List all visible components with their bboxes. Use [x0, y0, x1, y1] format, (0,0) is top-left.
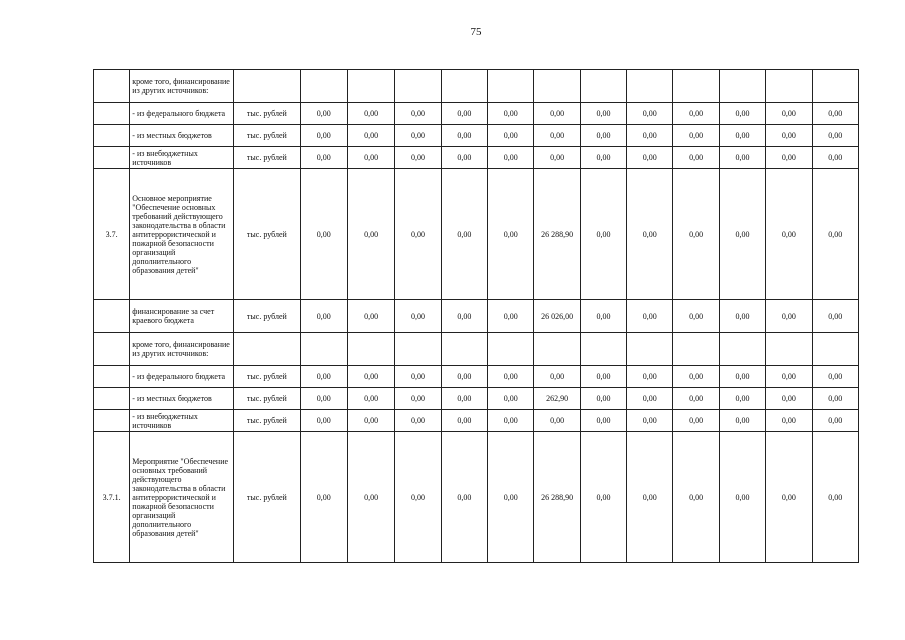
value-cell	[719, 70, 765, 103]
row-code	[94, 70, 130, 103]
value-cell: 0,00	[719, 366, 765, 388]
value-cell: 0,00	[395, 388, 441, 410]
value-cell: 0,00	[627, 410, 673, 432]
table-row	[94, 103, 859, 125]
value-cell	[719, 333, 765, 366]
value-cell: 0,00	[347, 103, 394, 125]
value-cell: 0,00	[580, 300, 626, 333]
value-cell	[300, 333, 347, 366]
value-cell: 0,00	[395, 366, 441, 388]
row-code	[94, 125, 130, 147]
value-cell	[580, 70, 626, 103]
row-code	[94, 366, 130, 388]
value-cell: 0,00	[719, 103, 765, 125]
value-cell	[441, 70, 487, 103]
value-cell: 0,00	[395, 125, 441, 147]
value-cell: 0,00	[673, 125, 719, 147]
value-cell: 0,00	[534, 147, 580, 169]
value-cell: 0,00	[719, 147, 765, 169]
table-row	[94, 388, 859, 410]
value-cell: 0,00	[812, 410, 858, 432]
row-unit: тыс. рублей	[234, 366, 301, 388]
value-cell: 0,00	[812, 147, 858, 169]
row-unit	[234, 70, 301, 103]
row-description: кроме того, финансирование из других источников:	[130, 70, 234, 103]
row-code	[94, 300, 130, 333]
row-code	[94, 410, 130, 432]
value-cell: 0,00	[580, 432, 626, 563]
value-cell: 0,00	[488, 410, 534, 432]
value-cell: 0,00	[488, 169, 534, 300]
row-unit	[234, 333, 301, 366]
value-cell	[766, 70, 812, 103]
value-cell: 0,00	[627, 388, 673, 410]
value-cell: 0,00	[300, 432, 347, 563]
value-cell: 0,00	[812, 103, 858, 125]
value-cell: 0,00	[488, 388, 534, 410]
row-unit: тыс. рублей	[234, 125, 301, 147]
value-cell	[534, 70, 580, 103]
value-cell: 0,00	[812, 169, 858, 300]
value-cell	[347, 333, 394, 366]
value-cell: 0,00	[347, 388, 394, 410]
table-row	[94, 300, 859, 333]
row-description: Мероприятие "Обеспечение основных требований действующего законодательства в области антитеррористической и пожарной безопасности организаций дополнительного образования детей"	[130, 432, 234, 563]
value-cell: 0,00	[300, 366, 347, 388]
value-cell: 0,00	[719, 432, 765, 563]
value-cell: 26 026,00	[534, 300, 580, 333]
value-cell: 0,00	[300, 147, 347, 169]
value-cell: 0,00	[766, 432, 812, 563]
value-cell: 26 288,90	[534, 169, 580, 300]
value-cell	[488, 333, 534, 366]
value-cell: 0,00	[488, 300, 534, 333]
row-unit: тыс. рублей	[234, 410, 301, 432]
value-cell: 0,00	[580, 366, 626, 388]
value-cell: 0,00	[534, 410, 580, 432]
table-row	[94, 333, 859, 366]
value-cell: 0,00	[812, 366, 858, 388]
value-cell: 0,00	[766, 103, 812, 125]
value-cell: 0,00	[395, 103, 441, 125]
value-cell	[766, 333, 812, 366]
value-cell: 0,00	[488, 432, 534, 563]
row-description: - из федерального бюджета	[130, 366, 234, 388]
value-cell: 0,00	[441, 300, 487, 333]
value-cell: 0,00	[347, 169, 394, 300]
value-cell	[488, 70, 534, 103]
value-cell: 0,00	[627, 125, 673, 147]
value-cell: 0,00	[441, 366, 487, 388]
table-row	[94, 432, 859, 563]
value-cell: 0,00	[627, 300, 673, 333]
row-code	[94, 103, 130, 125]
value-cell: 0,00	[627, 432, 673, 563]
value-cell: 0,00	[441, 169, 487, 300]
value-cell: 0,00	[580, 410, 626, 432]
value-cell: 0,00	[627, 366, 673, 388]
value-cell: 0,00	[627, 169, 673, 300]
row-description: кроме того, финансирование из других источников:	[130, 333, 234, 366]
row-code	[94, 147, 130, 169]
row-unit: тыс. рублей	[234, 388, 301, 410]
value-cell: 0,00	[719, 388, 765, 410]
value-cell: 0,00	[395, 169, 441, 300]
value-cell	[627, 333, 673, 366]
page-number: 75	[470, 26, 482, 38]
value-cell: 0,00	[766, 388, 812, 410]
value-cell: 0,00	[534, 103, 580, 125]
value-cell: 0,00	[766, 366, 812, 388]
value-cell: 0,00	[300, 125, 347, 147]
value-cell: 0,00	[300, 388, 347, 410]
row-description: - из местных бюджетов	[130, 125, 234, 147]
value-cell: 0,00	[673, 103, 719, 125]
value-cell: 0,00	[395, 432, 441, 563]
value-cell: 0,00	[395, 147, 441, 169]
value-cell: 0,00	[719, 410, 765, 432]
value-cell: 0,00	[812, 125, 858, 147]
value-cell: 0,00	[441, 410, 487, 432]
value-cell: 0,00	[347, 147, 394, 169]
value-cell: 0,00	[580, 103, 626, 125]
table-row	[94, 410, 859, 432]
value-cell	[534, 333, 580, 366]
table-row	[94, 70, 859, 103]
row-description: - из внебюджетных источников	[130, 410, 234, 432]
table-row	[94, 366, 859, 388]
row-unit: тыс. рублей	[234, 432, 301, 563]
value-cell: 0,00	[812, 432, 858, 563]
value-cell: 0,00	[673, 169, 719, 300]
table-row	[94, 125, 859, 147]
table-row	[94, 147, 859, 169]
value-cell: 0,00	[580, 388, 626, 410]
row-code	[94, 333, 130, 366]
value-cell	[395, 333, 441, 366]
value-cell: 0,00	[488, 147, 534, 169]
value-cell: 0,00	[812, 388, 858, 410]
value-cell	[673, 70, 719, 103]
value-cell	[673, 333, 719, 366]
value-cell: 0,00	[488, 366, 534, 388]
value-cell	[300, 70, 347, 103]
value-cell	[812, 70, 858, 103]
value-cell: 0,00	[347, 125, 394, 147]
value-cell: 0,00	[395, 410, 441, 432]
value-cell: 0,00	[488, 125, 534, 147]
value-cell: 0,00	[300, 169, 347, 300]
value-cell	[441, 333, 487, 366]
value-cell: 0,00	[347, 410, 394, 432]
value-cell: 0,00	[441, 388, 487, 410]
row-description: Основное мероприятие "Обеспечение основных требований действующего законодательства в области антитеррористической и пожарной безопасности организаций дополнительного образования детей"	[130, 169, 234, 300]
value-cell: 262,90	[534, 388, 580, 410]
value-cell	[812, 333, 858, 366]
row-description: - из местных бюджетов	[130, 388, 234, 410]
value-cell: 0,00	[673, 410, 719, 432]
row-code: 3.7.1.	[94, 432, 130, 563]
value-cell: 0,00	[580, 125, 626, 147]
value-cell: 0,00	[673, 432, 719, 563]
value-cell: 0,00	[719, 125, 765, 147]
row-description: - из федерального бюджета	[130, 103, 234, 125]
value-cell: 0,00	[812, 300, 858, 333]
value-cell: 0,00	[441, 103, 487, 125]
value-cell: 0,00	[534, 366, 580, 388]
value-cell: 0,00	[766, 125, 812, 147]
value-cell: 0,00	[719, 300, 765, 333]
row-unit: тыс. рублей	[234, 300, 301, 333]
value-cell: 0,00	[766, 410, 812, 432]
value-cell: 0,00	[441, 147, 487, 169]
table-row	[94, 169, 859, 300]
value-cell: 0,00	[300, 103, 347, 125]
value-cell: 0,00	[395, 300, 441, 333]
value-cell	[395, 70, 441, 103]
value-cell: 0,00	[347, 366, 394, 388]
value-cell: 26 288,90	[534, 432, 580, 563]
row-unit: тыс. рублей	[234, 103, 301, 125]
row-code	[94, 388, 130, 410]
value-cell: 0,00	[441, 125, 487, 147]
value-cell	[347, 70, 394, 103]
value-cell: 0,00	[627, 103, 673, 125]
value-cell: 0,00	[627, 147, 673, 169]
value-cell: 0,00	[673, 147, 719, 169]
value-cell: 0,00	[580, 147, 626, 169]
value-cell: 0,00	[766, 300, 812, 333]
budget-table	[93, 69, 859, 563]
value-cell: 0,00	[300, 410, 347, 432]
value-cell: 0,00	[534, 125, 580, 147]
value-cell: 0,00	[673, 300, 719, 333]
value-cell: 0,00	[766, 169, 812, 300]
row-description: - из внебюджетных источников	[130, 147, 234, 169]
row-code: 3.7.	[94, 169, 130, 300]
value-cell: 0,00	[347, 432, 394, 563]
value-cell: 0,00	[441, 432, 487, 563]
row-description: финансирование за счет краевого бюджета	[130, 300, 234, 333]
value-cell: 0,00	[719, 169, 765, 300]
value-cell	[580, 333, 626, 366]
value-cell	[627, 70, 673, 103]
row-unit: тыс. рублей	[234, 169, 301, 300]
value-cell: 0,00	[766, 147, 812, 169]
value-cell: 0,00	[347, 300, 394, 333]
value-cell: 0,00	[300, 300, 347, 333]
row-unit: тыс. рублей	[234, 147, 301, 169]
value-cell: 0,00	[673, 366, 719, 388]
value-cell: 0,00	[488, 103, 534, 125]
value-cell: 0,00	[673, 388, 719, 410]
value-cell: 0,00	[580, 169, 626, 300]
